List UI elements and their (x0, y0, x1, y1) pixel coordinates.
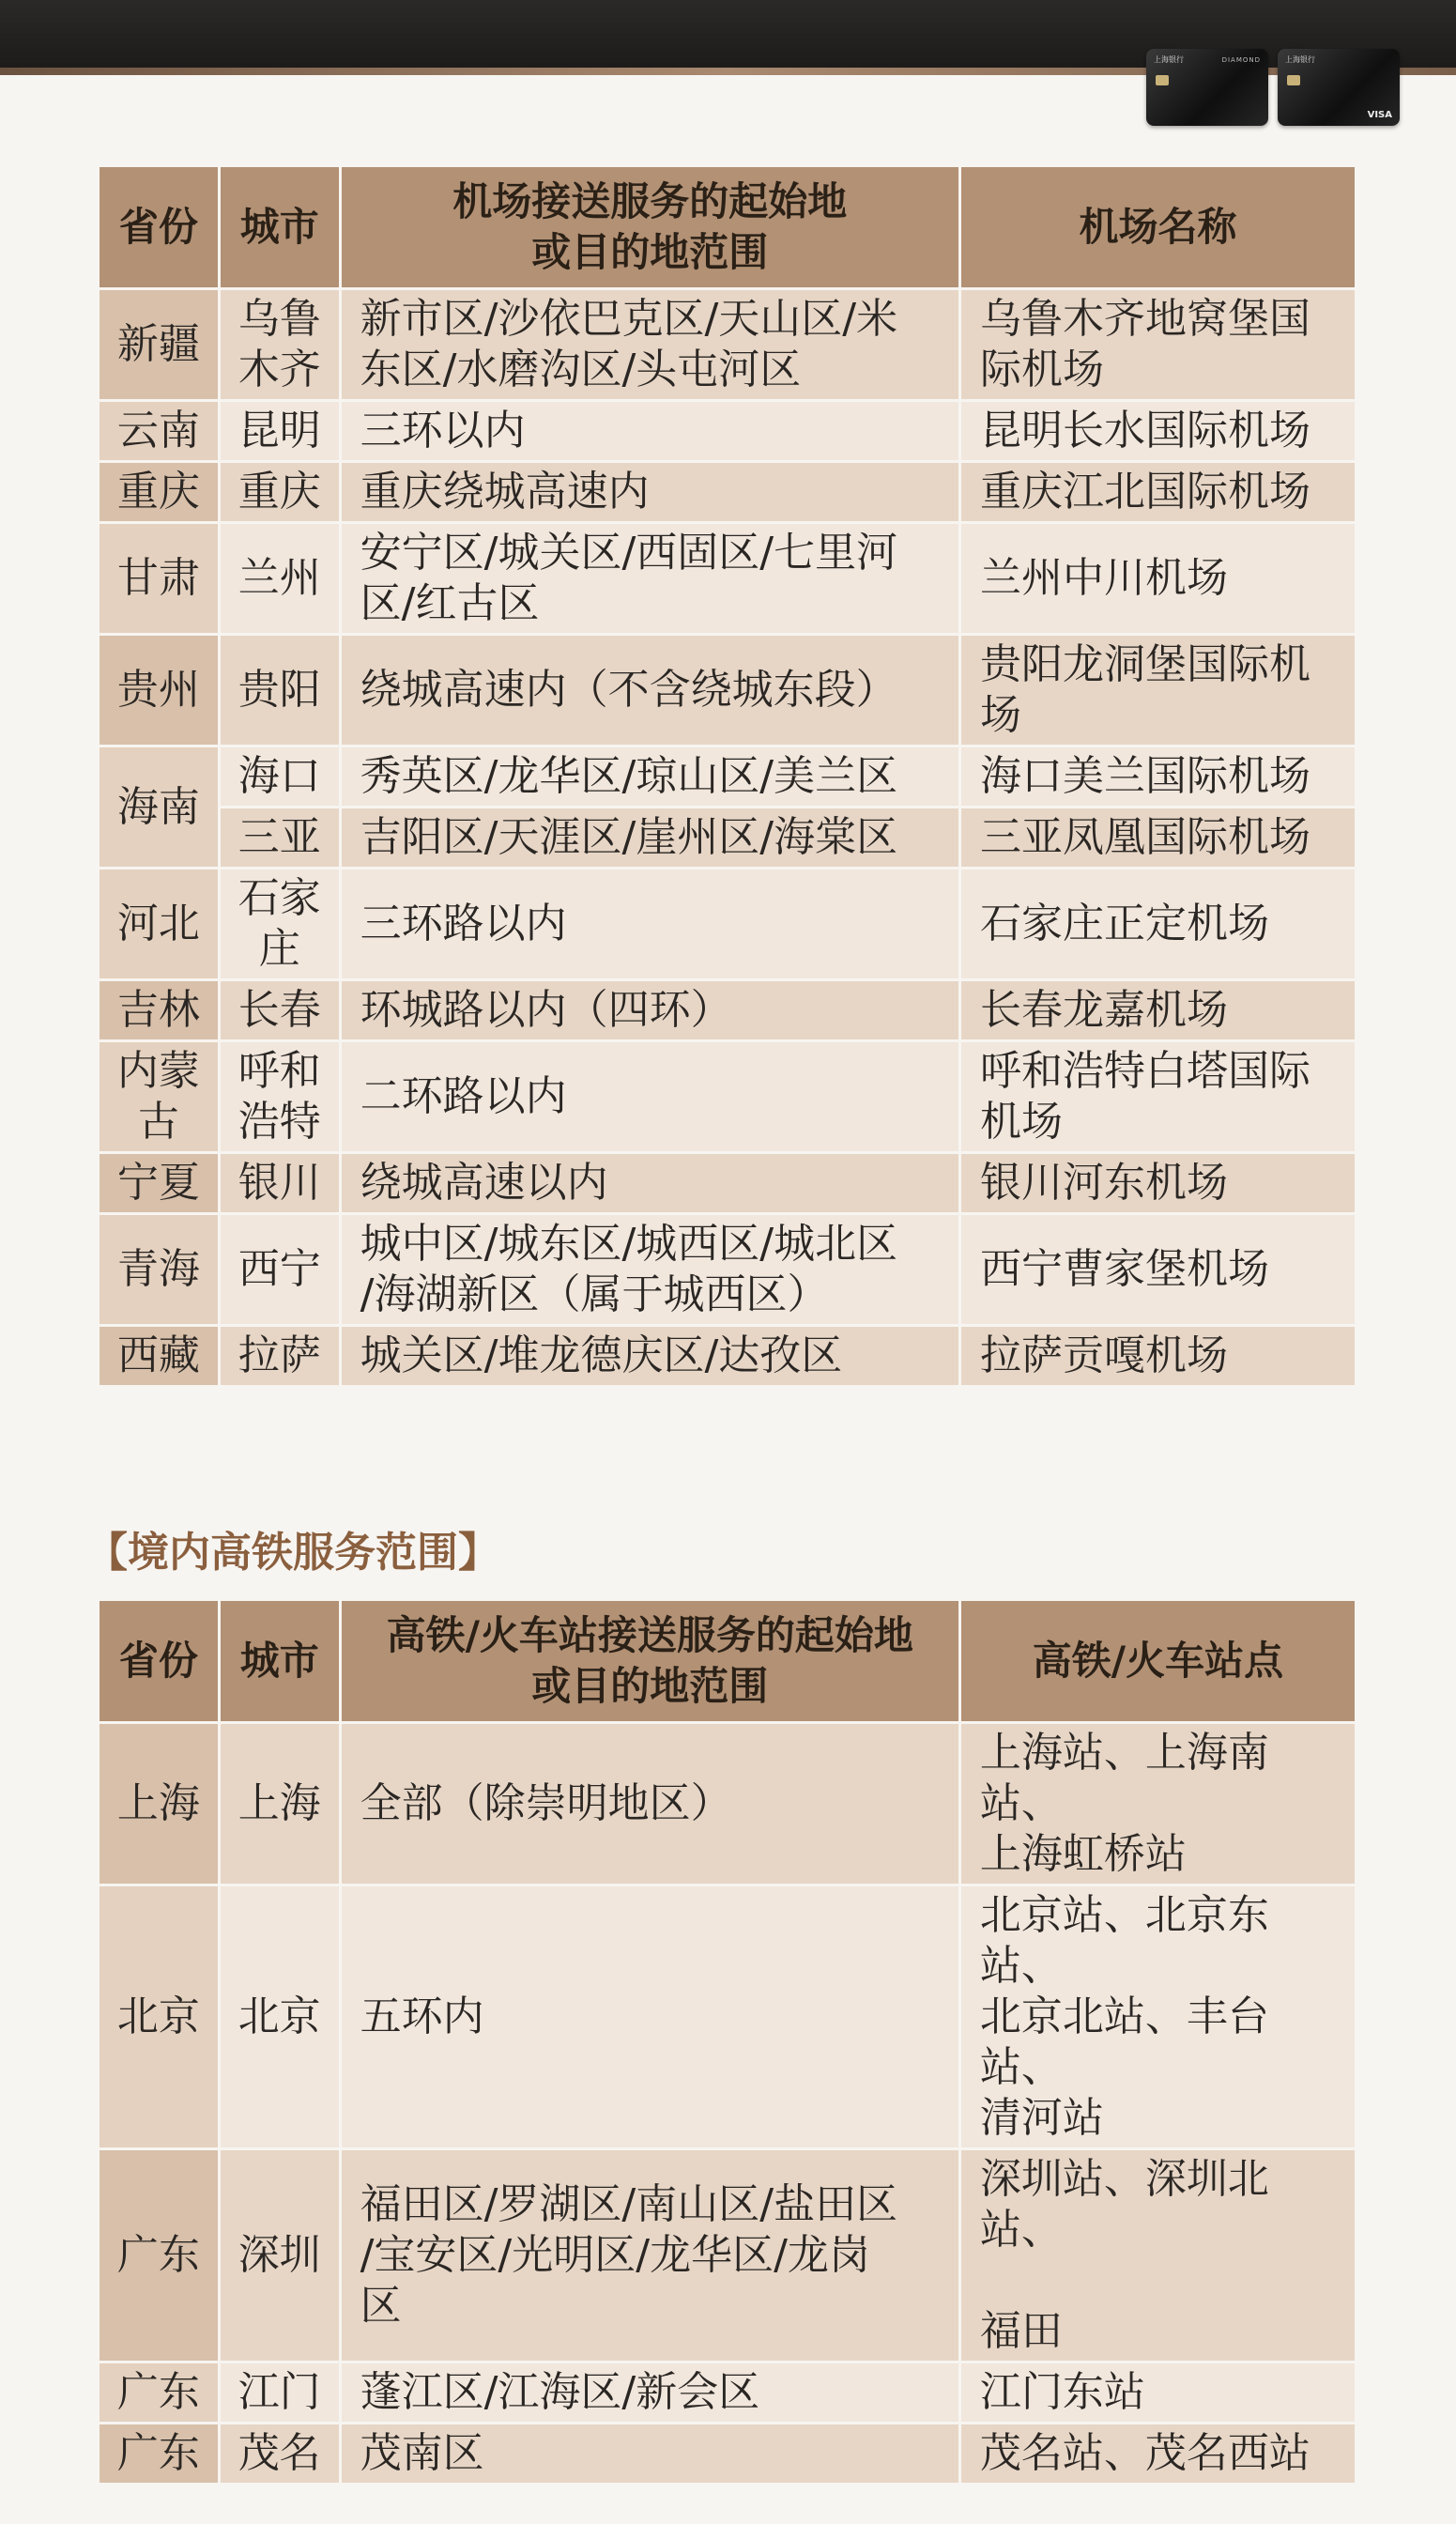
cell-range: 秀英区/龙华区/琼山区/美兰区 (342, 747, 958, 806)
cell-province: 重庆 (100, 463, 218, 521)
cell-airport: 贵阳龙洞堡国际机 场 (961, 636, 1355, 745)
table-row (100, 870, 1355, 978)
card-tag: DIAMOND (1221, 56, 1261, 64)
cell-province: 西藏 (100, 1327, 218, 1385)
cell-range: 三环以内 (342, 402, 958, 460)
cell-airport: 乌鲁木齐地窝堡国 际机场 (961, 290, 1355, 399)
cell-station: 深圳站、深圳北站、 福田 (961, 2150, 1355, 2361)
cell-range: 二环路以内 (342, 1042, 958, 1151)
cell-range: 重庆绕城高速内 (342, 463, 958, 521)
cell-city: 海口 (221, 747, 339, 806)
cell-airport: 昆明长水国际机场 (961, 402, 1355, 460)
card-chip (1287, 75, 1300, 85)
cell-city: 重庆 (221, 463, 339, 521)
table-row (100, 524, 1355, 633)
header-province: 省份 (100, 167, 218, 287)
table-row (100, 402, 1355, 460)
cell-station: 北京站、北京东站、 北京北站、丰台站、 清河站 (961, 1886, 1355, 2147)
cell-city: 深圳 (221, 2150, 339, 2361)
cell-province: 广东 (100, 2424, 218, 2483)
credit-card-diamond (1146, 49, 1268, 126)
header-range: 机场接送服务的起始地 或目的地范围 (342, 167, 958, 287)
table-row (100, 1327, 1355, 1385)
cell-province: 河北 (100, 870, 218, 978)
cell-province: 上海 (100, 1724, 218, 1884)
cell-airport: 三亚凤凰国际机场 (961, 808, 1355, 867)
card-bank-label: 上海银行 (1285, 55, 1315, 64)
rail-service-table (97, 1598, 1357, 2486)
table-row (100, 2424, 1355, 2483)
table-row (100, 747, 1355, 806)
cell-range: 绕城高速以内 (342, 1154, 958, 1212)
cell-province: 北京 (100, 1886, 218, 2147)
table-row (100, 1215, 1355, 1324)
cell-province: 内蒙 古 (100, 1042, 218, 1151)
table-row (100, 2363, 1355, 2422)
cell-province: 吉林 (100, 981, 218, 1039)
cell-city: 昆明 (221, 402, 339, 460)
cell-province: 云南 (100, 402, 218, 460)
header-airport-name: 机场名称 (961, 167, 1355, 287)
cell-city: 拉萨 (221, 1327, 339, 1385)
card-bank-label: 上海银行 (1154, 55, 1184, 64)
cell-range: 城中区/城东区/城西区/城北区 /海湖新区（属于城西区） (342, 1215, 958, 1324)
cell-range: 福田区/罗湖区/南山区/盐田区 /宝安区/光明区/龙华区/龙岗 区 (342, 2150, 958, 2361)
cell-city: 贵阳 (221, 636, 339, 745)
airport-service-table (97, 164, 1357, 1388)
header-city: 城市 (221, 167, 339, 287)
cell-range: 三环路以内 (342, 870, 958, 978)
cell-province: 青海 (100, 1215, 218, 1324)
header-station: 高铁/火车站点 (961, 1601, 1355, 1721)
cell-city: 三亚 (221, 808, 339, 867)
credit-card-visa (1278, 49, 1400, 126)
cell-city: 茂名 (221, 2424, 339, 2483)
cell-range: 茂南区 (342, 2424, 958, 2483)
table-row (100, 1886, 1355, 2147)
cell-range: 吉阳区/天涯区/崖州区/海棠区 (342, 808, 958, 867)
cell-province: 宁夏 (100, 1154, 218, 1212)
cell-province: 贵州 (100, 636, 218, 745)
table-row (100, 463, 1355, 521)
cell-station: 江门东站 (961, 2363, 1355, 2422)
cell-station: 茂名站、茂名西站 (961, 2424, 1355, 2483)
cell-airport: 海口美兰国际机场 (961, 747, 1355, 806)
cell-airport: 西宁曹家堡机场 (961, 1215, 1355, 1324)
cell-city: 银川 (221, 1154, 339, 1212)
cell-range: 新市区/沙依巴克区/天山区/米 东区/水磨沟区/头屯河区 (342, 290, 958, 399)
cell-city: 长春 (221, 981, 339, 1039)
header-range: 高铁/火车站接送服务的起始地 或目的地范围 (342, 1601, 958, 1721)
cell-airport: 呼和浩特白塔国际 机场 (961, 1042, 1355, 1151)
cell-range: 安宁区/城关区/西固区/七里河 区/红古区 (342, 524, 958, 633)
table-row (100, 808, 1355, 867)
table-row (100, 981, 1355, 1039)
cell-city: 上海 (221, 1724, 339, 1884)
cell-city: 江门 (221, 2363, 339, 2422)
cell-range: 绕城高速内（不含绕城东段） (342, 636, 958, 745)
cell-city: 乌鲁 木齐 (221, 290, 339, 399)
cell-city: 呼和 浩特 (221, 1042, 339, 1151)
cell-airport: 兰州中川机场 (961, 524, 1355, 633)
cell-range: 五环内 (342, 1886, 958, 2147)
table-row (100, 290, 1355, 399)
cell-city: 西宁 (221, 1215, 339, 1324)
cell-city: 北京 (221, 1886, 339, 2147)
credit-card-images (1146, 49, 1400, 126)
cell-airport: 石家庄正定机场 (961, 870, 1355, 978)
table-row (100, 2150, 1355, 2361)
cell-airport: 重庆江北国际机场 (961, 463, 1355, 521)
cell-province: 海南 (100, 747, 218, 867)
cell-province: 新疆 (100, 290, 218, 399)
table-row (100, 1724, 1355, 1884)
card-brand: VISA (1367, 110, 1392, 120)
header-city: 城市 (221, 1601, 339, 1721)
cell-province: 广东 (100, 2363, 218, 2422)
cell-station: 上海站、上海南站、 上海虹桥站 (961, 1724, 1355, 1884)
cell-range: 城关区/堆龙德庆区/达孜区 (342, 1327, 958, 1385)
cell-city: 石家 庄 (221, 870, 339, 978)
header-province: 省份 (100, 1601, 218, 1721)
table-row (100, 1042, 1355, 1151)
cell-airport: 长春龙嘉机场 (961, 981, 1355, 1039)
cell-airport: 银川河东机场 (961, 1154, 1355, 1212)
cell-province: 甘肃 (100, 524, 218, 633)
card-chip (1156, 75, 1169, 85)
rail-section-title: 【境内高铁服务范围】 (86, 1529, 499, 1577)
cell-city: 兰州 (221, 524, 339, 633)
cell-range: 环城路以内（四环） (342, 981, 958, 1039)
table-row (100, 636, 1355, 745)
table-header-row (100, 167, 1355, 287)
cell-province: 广东 (100, 2150, 218, 2361)
cell-range: 全部（除崇明地区） (342, 1724, 958, 1884)
table-row (100, 1154, 1355, 1212)
table-header-row (100, 1601, 1355, 1721)
cell-airport: 拉萨贡嘎机场 (961, 1327, 1355, 1385)
cell-range: 蓬江区/江海区/新会区 (342, 2363, 958, 2422)
